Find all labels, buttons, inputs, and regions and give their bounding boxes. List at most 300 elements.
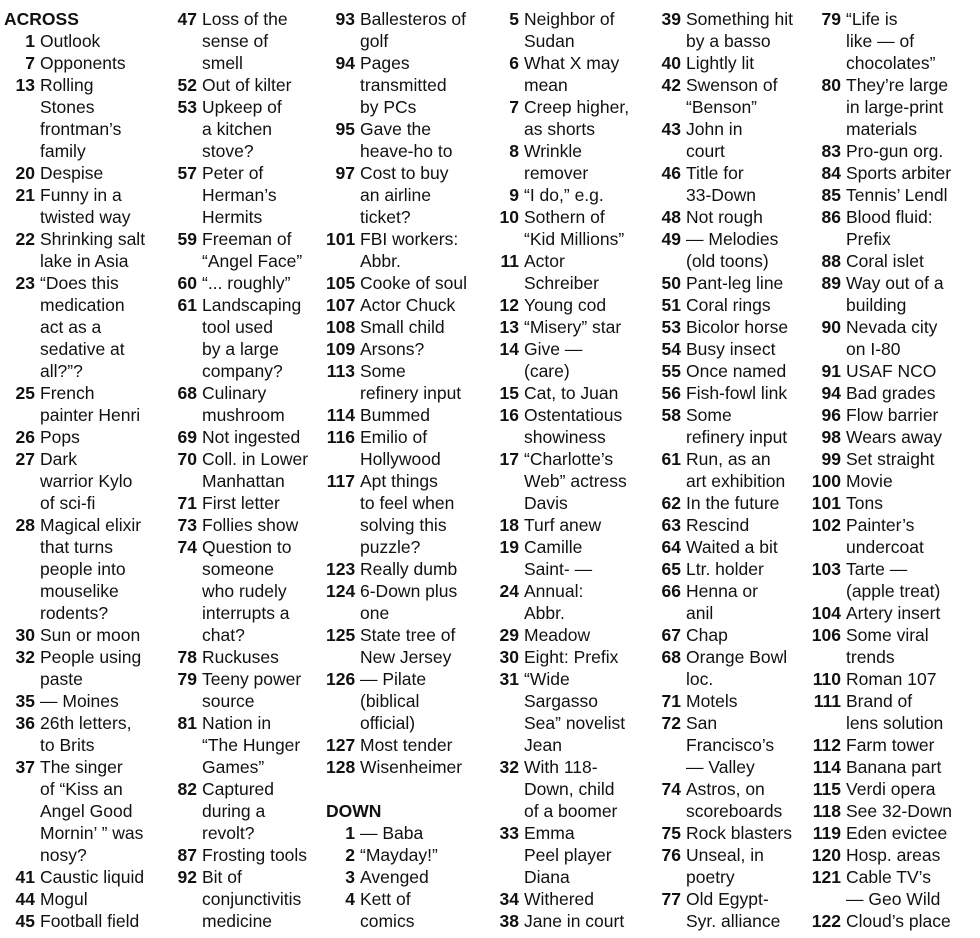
clue-number: 70 bbox=[177, 449, 197, 469]
clue-text: Chap bbox=[686, 625, 728, 645]
clue-number: 13 bbox=[15, 75, 35, 95]
clue-text: Banana part bbox=[846, 757, 942, 777]
clue-text: Flow barrier bbox=[846, 405, 939, 425]
clue bbox=[656, 492, 808, 514]
clue-number: 71 bbox=[177, 493, 197, 513]
clue-number: 9 bbox=[509, 185, 519, 205]
clue bbox=[4, 646, 162, 690]
clue-text: Teeny power source bbox=[202, 669, 302, 711]
clue bbox=[494, 668, 644, 756]
clue-number: 28 bbox=[15, 515, 35, 535]
clue-number: 42 bbox=[661, 75, 681, 95]
clue-number: 12 bbox=[499, 295, 519, 315]
clue-number: 24 bbox=[499, 581, 519, 601]
clue-text: Unseal, in poetry bbox=[686, 845, 764, 887]
clue bbox=[326, 558, 496, 580]
clue-number: 49 bbox=[661, 229, 681, 249]
clue bbox=[656, 624, 808, 646]
clue-number: 59 bbox=[177, 229, 197, 249]
clue-number: 16 bbox=[499, 405, 519, 425]
clue-number: 25 bbox=[15, 383, 35, 403]
clue-text: John in court bbox=[686, 119, 743, 161]
clue-text: “I do,” e.g. bbox=[524, 185, 604, 205]
clue bbox=[656, 778, 808, 822]
clue-text: Eden evictee bbox=[846, 823, 948, 843]
clue-text: Not ingested bbox=[202, 427, 301, 447]
clue-number: 57 bbox=[177, 163, 197, 183]
clue-text: Emma Peel player Diana bbox=[524, 823, 612, 887]
clue bbox=[172, 514, 324, 536]
clue-number: 65 bbox=[661, 559, 681, 579]
clue-text: Actor Schreiber bbox=[524, 251, 599, 293]
clue-number: 114 bbox=[812, 757, 841, 777]
clue bbox=[172, 778, 324, 844]
clue-number: 105 bbox=[326, 273, 356, 293]
clue bbox=[810, 492, 978, 514]
clue-number: 88 bbox=[821, 251, 841, 271]
clue-number: 58 bbox=[661, 405, 681, 425]
clue-text: Something hit by a basso bbox=[686, 9, 794, 51]
clue-number: 98 bbox=[821, 427, 841, 447]
clue bbox=[810, 360, 978, 382]
clue-text: “Wide Sargasso Sea” novelist Jean bbox=[524, 669, 626, 755]
clue-number: 82 bbox=[177, 779, 197, 799]
clue bbox=[810, 756, 978, 778]
clue-number: 89 bbox=[821, 273, 841, 293]
clue bbox=[656, 404, 808, 448]
clue bbox=[656, 580, 808, 624]
clue bbox=[810, 800, 978, 822]
clue bbox=[656, 822, 808, 844]
clue bbox=[810, 668, 978, 690]
clue bbox=[494, 888, 644, 910]
clue-text: Orange Bowl loc. bbox=[686, 647, 788, 689]
clue bbox=[810, 470, 978, 492]
clue-number: 85 bbox=[821, 185, 841, 205]
clue bbox=[494, 404, 644, 448]
clue bbox=[4, 74, 162, 162]
clue bbox=[326, 52, 496, 118]
clue-number: 101 bbox=[811, 493, 841, 513]
clue-text: Wisenheimer bbox=[360, 757, 463, 777]
clue bbox=[172, 228, 324, 272]
clue-number: 116 bbox=[326, 427, 355, 447]
clue-number: 40 bbox=[661, 53, 681, 73]
clue bbox=[656, 382, 808, 404]
clue bbox=[494, 52, 644, 96]
clue-text: — Moines bbox=[40, 691, 119, 711]
clue-number: 1 bbox=[25, 31, 35, 51]
clue-text: Astros, on scoreboards bbox=[686, 779, 783, 821]
clue-number: 125 bbox=[326, 625, 356, 645]
clue-text: With 118- Down, child of a boomer bbox=[524, 757, 618, 821]
clue-number: 8 bbox=[509, 141, 519, 161]
clue-text: Loss of the sense of smell bbox=[202, 9, 288, 73]
clue-text: Pops bbox=[40, 427, 80, 447]
clue bbox=[656, 272, 808, 294]
clue-text: Most tender bbox=[360, 735, 453, 755]
clue-number: 84 bbox=[821, 163, 841, 183]
clue-number: 102 bbox=[811, 515, 841, 535]
clue bbox=[172, 96, 324, 162]
clue-number: 120 bbox=[811, 845, 841, 865]
clue bbox=[4, 866, 162, 888]
clue-text: San Francisco’s — Valley bbox=[686, 713, 775, 777]
clue bbox=[810, 162, 978, 184]
clue-text: Bicolor horse bbox=[686, 317, 789, 337]
clue-text: Rolling Stones frontman’s family bbox=[40, 75, 122, 161]
clue-number: 27 bbox=[15, 449, 35, 469]
clue-text: Arsons? bbox=[360, 339, 425, 359]
clue-text: — Melodies (old toons) bbox=[686, 229, 779, 271]
clue-text: “Charlotte’s Web” actress Davis bbox=[524, 449, 627, 513]
clue-number: 41 bbox=[15, 867, 35, 887]
clue-text: Fish-fowl link bbox=[686, 383, 788, 403]
clue-number: 7 bbox=[509, 97, 519, 117]
clue-number: 104 bbox=[811, 603, 841, 623]
clue-text: Culinary mushroom bbox=[202, 383, 285, 425]
clue-text: Roman 107 bbox=[846, 669, 937, 689]
clue-column-6 bbox=[810, 8, 978, 932]
clue bbox=[494, 646, 644, 668]
clue bbox=[4, 184, 162, 228]
clue bbox=[326, 580, 496, 624]
clue bbox=[656, 52, 808, 74]
clue bbox=[810, 74, 978, 140]
clue bbox=[172, 8, 324, 74]
clue-text: State tree of New Jersey bbox=[360, 625, 456, 667]
clue bbox=[810, 140, 978, 162]
clue-number: 77 bbox=[661, 889, 681, 909]
clue-text: Gave the heave-ho to bbox=[360, 119, 453, 161]
clue-number: 106 bbox=[811, 625, 841, 645]
clue-text: Rescind bbox=[686, 515, 750, 535]
clue-number: 21 bbox=[15, 185, 35, 205]
clue bbox=[326, 404, 496, 426]
clue bbox=[326, 8, 496, 52]
clue-text: “Life is like — of chocolates” bbox=[846, 9, 936, 73]
clue-text: Eight: Prefix bbox=[524, 647, 619, 667]
clue bbox=[172, 536, 324, 646]
clue-text: Upkeep of a kitchen stove? bbox=[202, 97, 282, 161]
clue bbox=[656, 448, 808, 492]
clue bbox=[494, 206, 644, 250]
clue-number: 80 bbox=[821, 75, 841, 95]
clue-number: 56 bbox=[661, 383, 681, 403]
clue-text: Out of kilter bbox=[202, 75, 292, 95]
clue-number: 47 bbox=[177, 9, 197, 29]
clue bbox=[494, 624, 644, 646]
clue-number: 13 bbox=[499, 317, 519, 337]
clue bbox=[656, 646, 808, 690]
clue-text: Jane in court bbox=[524, 911, 625, 931]
clue-number: 31 bbox=[499, 669, 519, 689]
clue-text: 26th letters, to Brits bbox=[40, 713, 132, 755]
clue bbox=[4, 624, 162, 646]
clue bbox=[326, 888, 496, 932]
clue bbox=[172, 646, 324, 668]
clue bbox=[494, 514, 644, 536]
clue-number: 45 bbox=[15, 911, 35, 931]
clue-number: 78 bbox=[177, 647, 197, 667]
clue-number: 6 bbox=[509, 53, 519, 73]
clue-number: 95 bbox=[335, 119, 355, 139]
clue-text: Creep higher, as shorts bbox=[524, 97, 630, 139]
clue-number: 1 bbox=[345, 823, 355, 843]
clue-text: Meadow bbox=[524, 625, 591, 645]
clue-column-5 bbox=[656, 8, 808, 932]
clue-number: 23 bbox=[15, 273, 35, 293]
clue-number: 86 bbox=[821, 207, 841, 227]
clue-number: 52 bbox=[177, 75, 197, 95]
clue-text: Bit of conjunctivitis medicine bbox=[202, 867, 302, 931]
clue-number: 4 bbox=[345, 889, 355, 909]
clue-number: 3 bbox=[345, 867, 355, 887]
clue-text: Coll. in Lower Manhattan bbox=[202, 449, 309, 491]
clue-text: First letter bbox=[202, 493, 280, 513]
clue-column-3 bbox=[326, 8, 496, 932]
clue-number: 108 bbox=[326, 317, 356, 337]
clue bbox=[494, 294, 644, 316]
clue bbox=[656, 514, 808, 536]
clue-text: What X may mean bbox=[524, 53, 620, 95]
clue-text: Question to someone who rudely interrupts a chat? bbox=[202, 537, 292, 645]
clue-text: People using paste bbox=[40, 647, 142, 689]
clue-text: Henna or anil bbox=[686, 581, 758, 623]
clue-text: See 32-Down bbox=[846, 801, 953, 821]
clue-text: Annual: Abbr. bbox=[524, 581, 584, 623]
clue-text: Ruckuses bbox=[202, 647, 279, 667]
clue-text: Artery insert bbox=[846, 603, 941, 623]
clue bbox=[326, 162, 496, 228]
clue-number: 96 bbox=[821, 405, 841, 425]
clue-text: Tons bbox=[846, 493, 883, 513]
clue-text: Coral rings bbox=[686, 295, 771, 315]
clue-number: 83 bbox=[821, 141, 841, 161]
clue bbox=[656, 8, 808, 52]
clue-number: 54 bbox=[661, 339, 681, 359]
clue-number: 76 bbox=[661, 845, 681, 865]
clue-number: 110 bbox=[812, 669, 841, 689]
clue bbox=[810, 316, 978, 360]
clue-text: Motels bbox=[686, 691, 738, 711]
clue-number: 68 bbox=[661, 647, 681, 667]
clue bbox=[494, 338, 644, 382]
clue-text: Waited a bit bbox=[686, 537, 778, 557]
clue-number: 112 bbox=[812, 735, 841, 755]
clue-number: 94 bbox=[821, 383, 841, 403]
clue-number: 66 bbox=[661, 581, 681, 601]
clue-number: 51 bbox=[661, 295, 681, 315]
clue-text: Emilio of Hollywood bbox=[360, 427, 441, 469]
clue-number: 114 bbox=[326, 405, 355, 425]
down-heading: DOWN bbox=[326, 801, 382, 821]
clue-number: 63 bbox=[661, 515, 681, 535]
clue bbox=[172, 448, 324, 492]
clue-number: 5 bbox=[509, 9, 519, 29]
clue-column-1 bbox=[4, 8, 162, 932]
clue-text: “Misery” star bbox=[524, 317, 622, 337]
clue-number: 99 bbox=[821, 449, 841, 469]
clue-text: Wears away bbox=[846, 427, 942, 447]
clue-number: 79 bbox=[821, 9, 841, 29]
clue bbox=[810, 250, 978, 272]
clue-number: 14 bbox=[499, 339, 519, 359]
clue bbox=[326, 866, 496, 888]
clue-number: 71 bbox=[661, 691, 681, 711]
clue bbox=[810, 910, 978, 932]
clue-text: Pant-leg line bbox=[686, 273, 784, 293]
clue-number: 75 bbox=[661, 823, 681, 843]
clue-number: 73 bbox=[177, 515, 197, 535]
clue-text: Cat, to Juan bbox=[524, 383, 619, 403]
clue bbox=[172, 844, 324, 866]
clue-number: 67 bbox=[661, 625, 681, 645]
clue-text: USAF NCO bbox=[846, 361, 937, 381]
clue bbox=[656, 558, 808, 580]
clue bbox=[494, 448, 644, 514]
clue-text: Some viral trends bbox=[846, 625, 929, 667]
clue-text: Nation in “The Hunger Games” bbox=[202, 713, 301, 777]
clue-number: 121 bbox=[811, 867, 841, 887]
clue-text: Verdi opera bbox=[846, 779, 936, 799]
clue-text: FBI workers: Abbr. bbox=[360, 229, 459, 271]
clue bbox=[172, 74, 324, 96]
clue bbox=[326, 426, 496, 470]
clue bbox=[810, 822, 978, 844]
clue bbox=[494, 96, 644, 140]
clue bbox=[810, 514, 978, 558]
clue bbox=[172, 426, 324, 448]
clue bbox=[810, 778, 978, 800]
clue-text: Pages transmitted by PCs bbox=[360, 53, 447, 117]
clue-number: 37 bbox=[15, 757, 35, 777]
clue bbox=[172, 866, 324, 932]
clue bbox=[810, 558, 978, 602]
clue-number: 107 bbox=[326, 295, 356, 315]
clue-text: Give — (care) bbox=[524, 339, 583, 381]
clue-text: Some refinery input bbox=[360, 361, 462, 403]
clue-text: Sun or moon bbox=[40, 625, 141, 645]
clue-number: 94 bbox=[335, 53, 355, 73]
clue bbox=[810, 426, 978, 448]
clue-number: 60 bbox=[177, 273, 197, 293]
clue-number: 111 bbox=[813, 691, 841, 711]
clue bbox=[326, 756, 496, 778]
clue bbox=[4, 756, 162, 866]
clue bbox=[656, 118, 808, 162]
clue-text: Ballesteros of golf bbox=[360, 9, 467, 51]
clue-number: 119 bbox=[812, 823, 841, 843]
clue bbox=[326, 228, 496, 272]
clue-text: Despise bbox=[40, 163, 104, 183]
clue-number: 30 bbox=[15, 625, 35, 645]
clue-number: 2 bbox=[345, 845, 355, 865]
clue-text: Avenged bbox=[360, 867, 429, 887]
clue bbox=[172, 668, 324, 712]
clue-text: Pro-gun org. bbox=[846, 141, 944, 161]
clue-number: 64 bbox=[661, 537, 681, 557]
clue-number: 30 bbox=[499, 647, 519, 667]
clue-number: 50 bbox=[661, 273, 681, 293]
clue bbox=[326, 470, 496, 558]
clue-number: 36 bbox=[15, 713, 35, 733]
clue bbox=[326, 316, 496, 338]
clue bbox=[172, 492, 324, 514]
clue-text: The singer of “Kiss an Angel Good Mornin’ ” was nosy? bbox=[40, 757, 144, 865]
clue-number: 7 bbox=[25, 53, 35, 73]
clue bbox=[4, 514, 162, 624]
clue-text: Movie bbox=[846, 471, 893, 491]
clue-number: 91 bbox=[821, 361, 841, 381]
clue-text: Magical elixir that turns people into mouselike rodents? bbox=[40, 515, 142, 623]
clue-number: 124 bbox=[326, 581, 356, 601]
clue-text: Sports arbiter bbox=[846, 163, 952, 183]
clue bbox=[494, 8, 644, 52]
clue-number: 92 bbox=[177, 867, 197, 887]
clue bbox=[326, 734, 496, 756]
clue-number: 62 bbox=[661, 493, 681, 513]
clue-text: — Baba bbox=[360, 823, 424, 843]
clue bbox=[494, 580, 644, 624]
clue-text: Dark warrior Kylo of sci-fi bbox=[40, 449, 133, 513]
clue-text: “... roughly” bbox=[202, 273, 291, 293]
clue bbox=[656, 74, 808, 118]
clue bbox=[4, 382, 162, 426]
clue-number: 53 bbox=[177, 97, 197, 117]
clue-number: 32 bbox=[15, 647, 35, 667]
clue bbox=[4, 162, 162, 184]
clue bbox=[326, 624, 496, 668]
clue-number: 43 bbox=[661, 119, 681, 139]
clue bbox=[326, 822, 496, 844]
clue-text: Landscaping tool used by a large company? bbox=[202, 295, 302, 381]
clue-number: 123 bbox=[326, 559, 356, 579]
clue-number: 115 bbox=[812, 779, 841, 799]
clue-text: Run, as an art exhibition bbox=[686, 449, 786, 491]
clue-number: 44 bbox=[15, 889, 35, 909]
clue-number: 61 bbox=[661, 449, 681, 469]
clue-number: 11 bbox=[500, 251, 519, 271]
clue-text: Funny in a twisted way bbox=[40, 185, 131, 227]
clue-text: Turf anew bbox=[524, 515, 602, 535]
clue bbox=[172, 162, 324, 228]
clue-number: 34 bbox=[499, 889, 519, 909]
clue bbox=[4, 690, 162, 712]
clue-text: Apt things to feel when solving this puzzle? bbox=[360, 471, 455, 557]
clue-number: 127 bbox=[326, 735, 356, 755]
clue bbox=[326, 272, 496, 294]
clue bbox=[4, 52, 162, 74]
clue-number: 22 bbox=[15, 229, 35, 249]
clue bbox=[172, 382, 324, 426]
clue bbox=[494, 184, 644, 206]
clue-text: Caustic liquid bbox=[40, 867, 145, 887]
clue-number: 126 bbox=[326, 669, 356, 689]
clue-text: Camille Saint- — bbox=[524, 537, 593, 579]
clue-text: Blood fluid: Prefix bbox=[846, 207, 933, 249]
clue-text: Ltr. holder bbox=[686, 559, 764, 579]
clue-text: Young cod bbox=[524, 295, 607, 315]
clue-text: In the future bbox=[686, 493, 780, 513]
clue-column-4 bbox=[494, 8, 644, 932]
clue-number: 48 bbox=[661, 207, 681, 227]
clue-text: Once named bbox=[686, 361, 787, 381]
clue-text: Outlook bbox=[40, 31, 101, 51]
clue-number: 100 bbox=[811, 471, 841, 491]
clue bbox=[494, 822, 644, 888]
across-heading: ACROSS bbox=[4, 9, 79, 29]
